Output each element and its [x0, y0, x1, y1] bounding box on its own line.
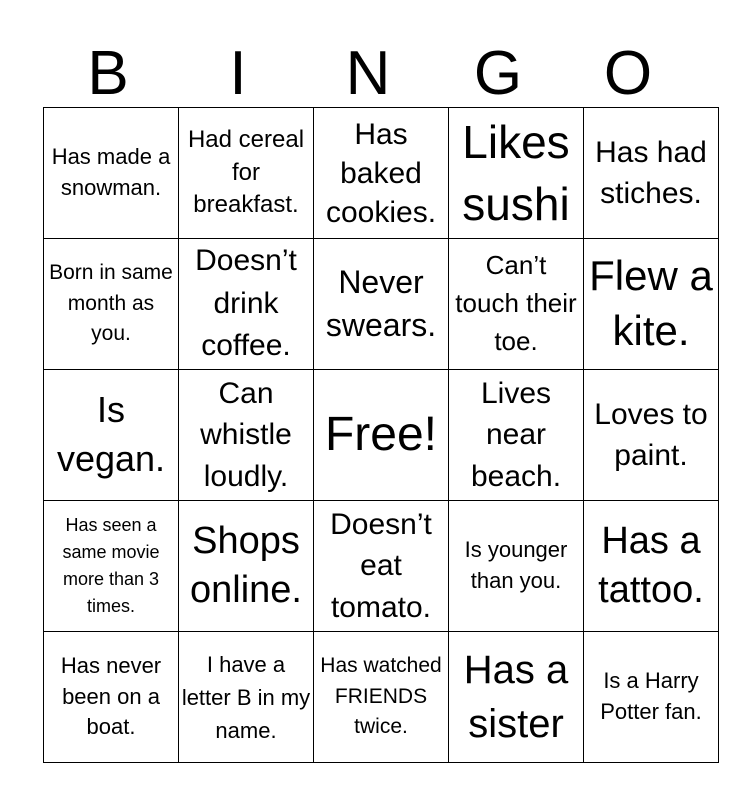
bingo-square[interactable]	[44, 370, 179, 501]
bingo-square-text: Doesn’t eat tomato.	[330, 507, 432, 624]
bingo-square[interactable]	[314, 108, 449, 239]
bingo-square-text: Is younger than you.	[464, 537, 568, 593]
bingo-square-text: Has seen a same movie more than 3 times.	[62, 515, 160, 616]
bingo-square[interactable]	[584, 632, 719, 763]
bingo-square[interactable]	[584, 108, 719, 239]
bingo-square[interactable]	[584, 239, 719, 370]
bingo-square[interactable]	[44, 108, 179, 239]
bingo-square[interactable]	[449, 370, 584, 501]
bingo-square[interactable]	[314, 501, 449, 632]
bingo-square[interactable]	[449, 239, 584, 370]
bingo-row	[44, 501, 719, 632]
bingo-square-text: Has a sister	[463, 648, 569, 746]
header-letter-o: O	[603, 39, 653, 108]
bingo-square-text: Is a Harry Potter fan.	[600, 668, 702, 724]
bingo-square[interactable]	[179, 501, 314, 632]
bingo-square[interactable]	[44, 501, 179, 632]
bingo-square-text: Lives near beach.	[470, 376, 562, 493]
bingo-square-text: Flew a kite.	[589, 252, 713, 354]
bingo-row	[44, 108, 719, 239]
bingo-square-text: Has made a snowman.	[51, 144, 171, 200]
bingo-square-text: Shops online.	[190, 519, 302, 611]
bingo-row	[44, 370, 719, 501]
bingo-square-text: Born in same month as you.	[49, 261, 173, 346]
bingo-square[interactable]	[449, 501, 584, 632]
header-letter-g: G	[473, 39, 523, 108]
bingo-square-text: Loves to paint.	[594, 397, 708, 472]
bingo-square[interactable]	[44, 239, 179, 370]
bingo-square[interactable]	[179, 632, 314, 763]
bingo-square-text: Never swears.	[325, 263, 437, 343]
bingo-square-text: Can whistle loudly.	[200, 376, 292, 493]
bingo-square-text: Likes sushi	[462, 115, 570, 230]
bingo-square[interactable]	[314, 632, 449, 763]
bingo-header	[43, 36, 693, 112]
bingo-square[interactable]	[179, 370, 314, 501]
bingo-square-text: Has watched FRIENDS twice.	[320, 654, 442, 739]
bingo-square[interactable]	[179, 108, 314, 239]
bingo-square[interactable]	[449, 632, 584, 763]
bingo-square-text: Had cereal for breakfast.	[187, 126, 305, 219]
bingo-square-text: Doesn’t drink coffee.	[195, 244, 297, 363]
bingo-square-text: Is vegan.	[56, 389, 166, 479]
bingo-square[interactable]	[314, 239, 449, 370]
bingo-square-text: Has baked cookies.	[325, 117, 437, 229]
bingo-square[interactable]	[449, 108, 584, 239]
header-letter-i: I	[229, 39, 247, 108]
bingo-square[interactable]	[314, 370, 449, 501]
bingo-square[interactable]	[584, 501, 719, 632]
bingo-board	[43, 107, 719, 763]
bingo-square-text: Has never been on a boat.	[60, 652, 162, 740]
bingo-row	[44, 239, 719, 370]
header-letter-b: B	[87, 39, 129, 108]
bingo-square-text: Has had stiches.	[595, 135, 707, 210]
bingo-square-text: Has a tattoo.	[598, 519, 704, 611]
bingo-square-text: Free!	[324, 408, 438, 462]
bingo-square[interactable]	[584, 370, 719, 501]
header-letter-n: N	[345, 39, 391, 108]
bingo-square[interactable]	[44, 632, 179, 763]
bingo-square[interactable]	[179, 239, 314, 370]
bingo-square-text: I have a letter B in my name.	[181, 651, 311, 743]
bingo-row	[44, 632, 719, 763]
bingo-square-text: Can’t touch their toe.	[455, 250, 577, 356]
